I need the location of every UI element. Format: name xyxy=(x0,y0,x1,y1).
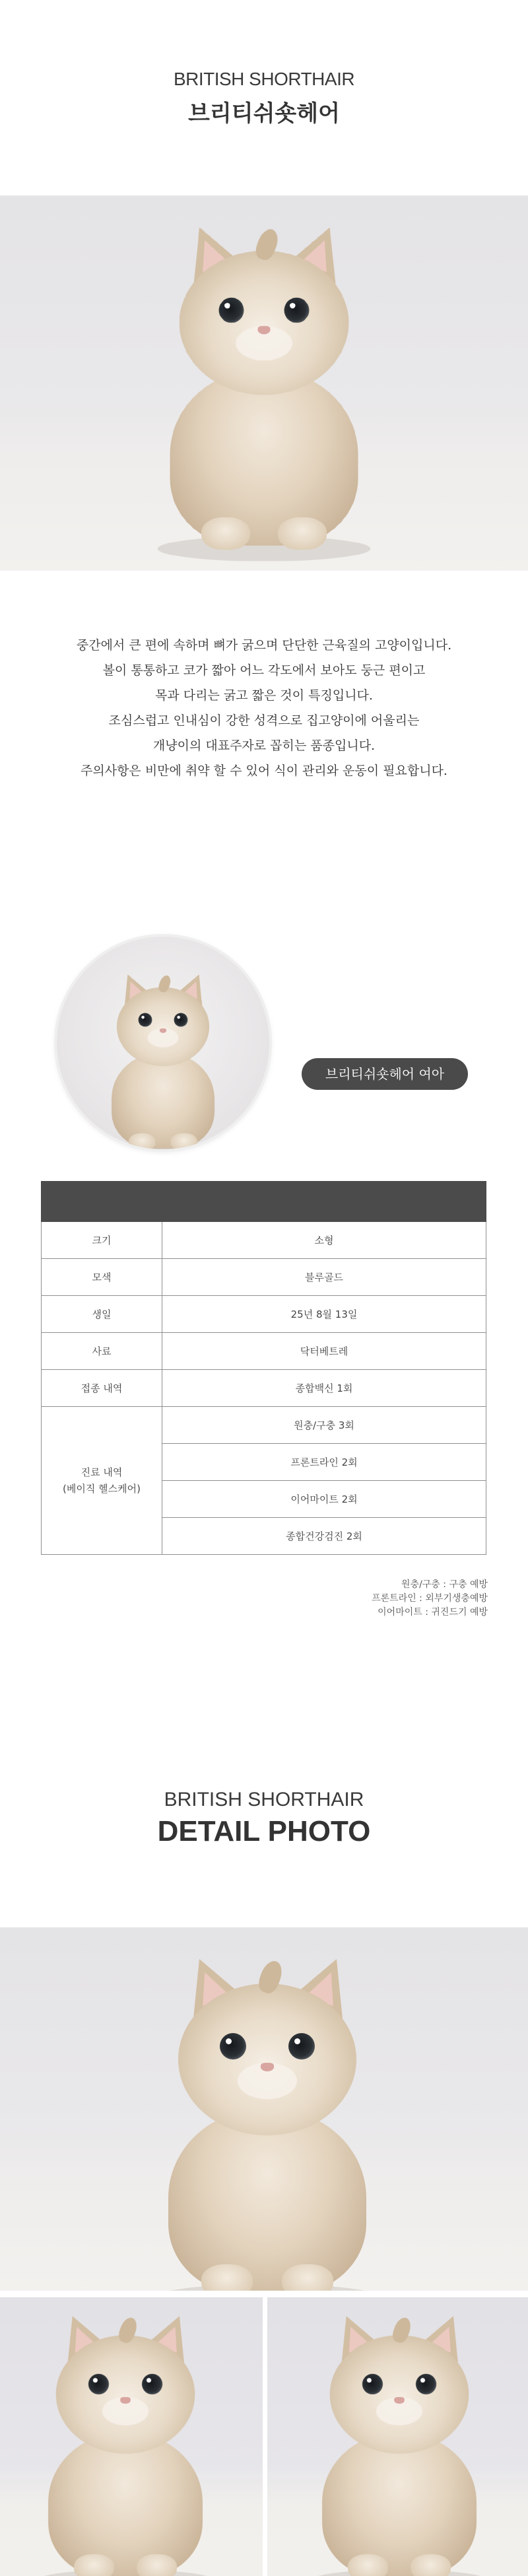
row-value: 프론트라인 2회 xyxy=(162,1444,486,1481)
breed-title-ko: 브리티쉬숏헤어 xyxy=(188,100,340,127)
care-history-label xyxy=(42,1407,162,1555)
description-line: 조심스럽고 인내심이 강한 성격으로 집고양이에 어울리는 xyxy=(108,713,420,728)
table-header-row xyxy=(42,1182,486,1222)
description-line: 볼이 통통하고 코가 짧아 어느 각도에서 보아도 둥근 편이고 xyxy=(102,663,426,678)
detail-title: DETAIL PHOTO xyxy=(157,1815,371,1847)
care-label-line: (베이직 헬스케어) xyxy=(63,1482,141,1495)
table-row xyxy=(42,1296,486,1333)
profile-cat-photo xyxy=(57,937,269,1149)
table-row xyxy=(42,1333,486,1370)
table-row xyxy=(42,1259,486,1296)
detail-photo-right xyxy=(267,2297,528,2576)
note-line: 이어마이트 : 귀진드기 예방 xyxy=(378,1607,488,1618)
row-label: 모색 xyxy=(42,1259,162,1296)
row-value: 종합건강검진 2회 xyxy=(162,1518,486,1555)
care-label-line: 진료 내역 xyxy=(81,1466,123,1478)
description-line: 목과 다리는 굵고 짧은 것이 특징입니다. xyxy=(155,688,373,703)
detail-photo-large xyxy=(0,1927,528,2291)
table-header-cell xyxy=(162,1182,486,1222)
table-row xyxy=(42,1222,486,1259)
table-notes xyxy=(372,1578,488,1620)
detail-photo-left xyxy=(0,2297,263,2576)
row-label: 크기 xyxy=(42,1222,162,1259)
row-value: 종합백신 1회 xyxy=(162,1370,486,1407)
row-label: 사료 xyxy=(42,1333,162,1370)
description-line: 개냥이의 대표주자로 꼽히는 품종입니다. xyxy=(152,738,376,753)
note-line: 원충/구충 : 구충 예방 xyxy=(401,1579,488,1590)
row-value: 블루골드 xyxy=(162,1259,486,1296)
row-value: 소형 xyxy=(162,1222,486,1259)
breed-subtitle-en: BRITISH SHORTHAIR xyxy=(173,69,355,89)
note-line: 프론트라인 : 외부기생충예방 xyxy=(372,1593,488,1604)
row-label: 접종 내역 xyxy=(42,1370,162,1407)
row-value: 원충/구충 3회 xyxy=(162,1407,486,1444)
table-header-cell xyxy=(42,1182,162,1222)
description-line: 주의사항은 비만에 취약 할 수 있어 식이 관리와 운동이 필요합니다. xyxy=(81,764,447,778)
row-value: 이어마이트 2회 xyxy=(162,1481,486,1518)
row-value: 닥터베트레 xyxy=(162,1333,486,1370)
hero-cat-photo xyxy=(0,196,528,571)
table-row xyxy=(42,1407,486,1444)
breed-description xyxy=(26,633,502,783)
info-table xyxy=(41,1181,486,1555)
row-value: 25년 8월 13일 xyxy=(162,1296,486,1333)
cat-name-badge: 브리티쉬숏헤어 여아 xyxy=(302,1058,468,1090)
description-line: 중간에서 큰 편에 속하며 뼈가 굵으며 단단한 근육질의 고양이입니다. xyxy=(76,638,452,653)
row-label: 생일 xyxy=(42,1296,162,1333)
table-row xyxy=(42,1370,486,1407)
detail-subtitle-en: BRITISH SHORTHAIR xyxy=(164,1789,364,1810)
